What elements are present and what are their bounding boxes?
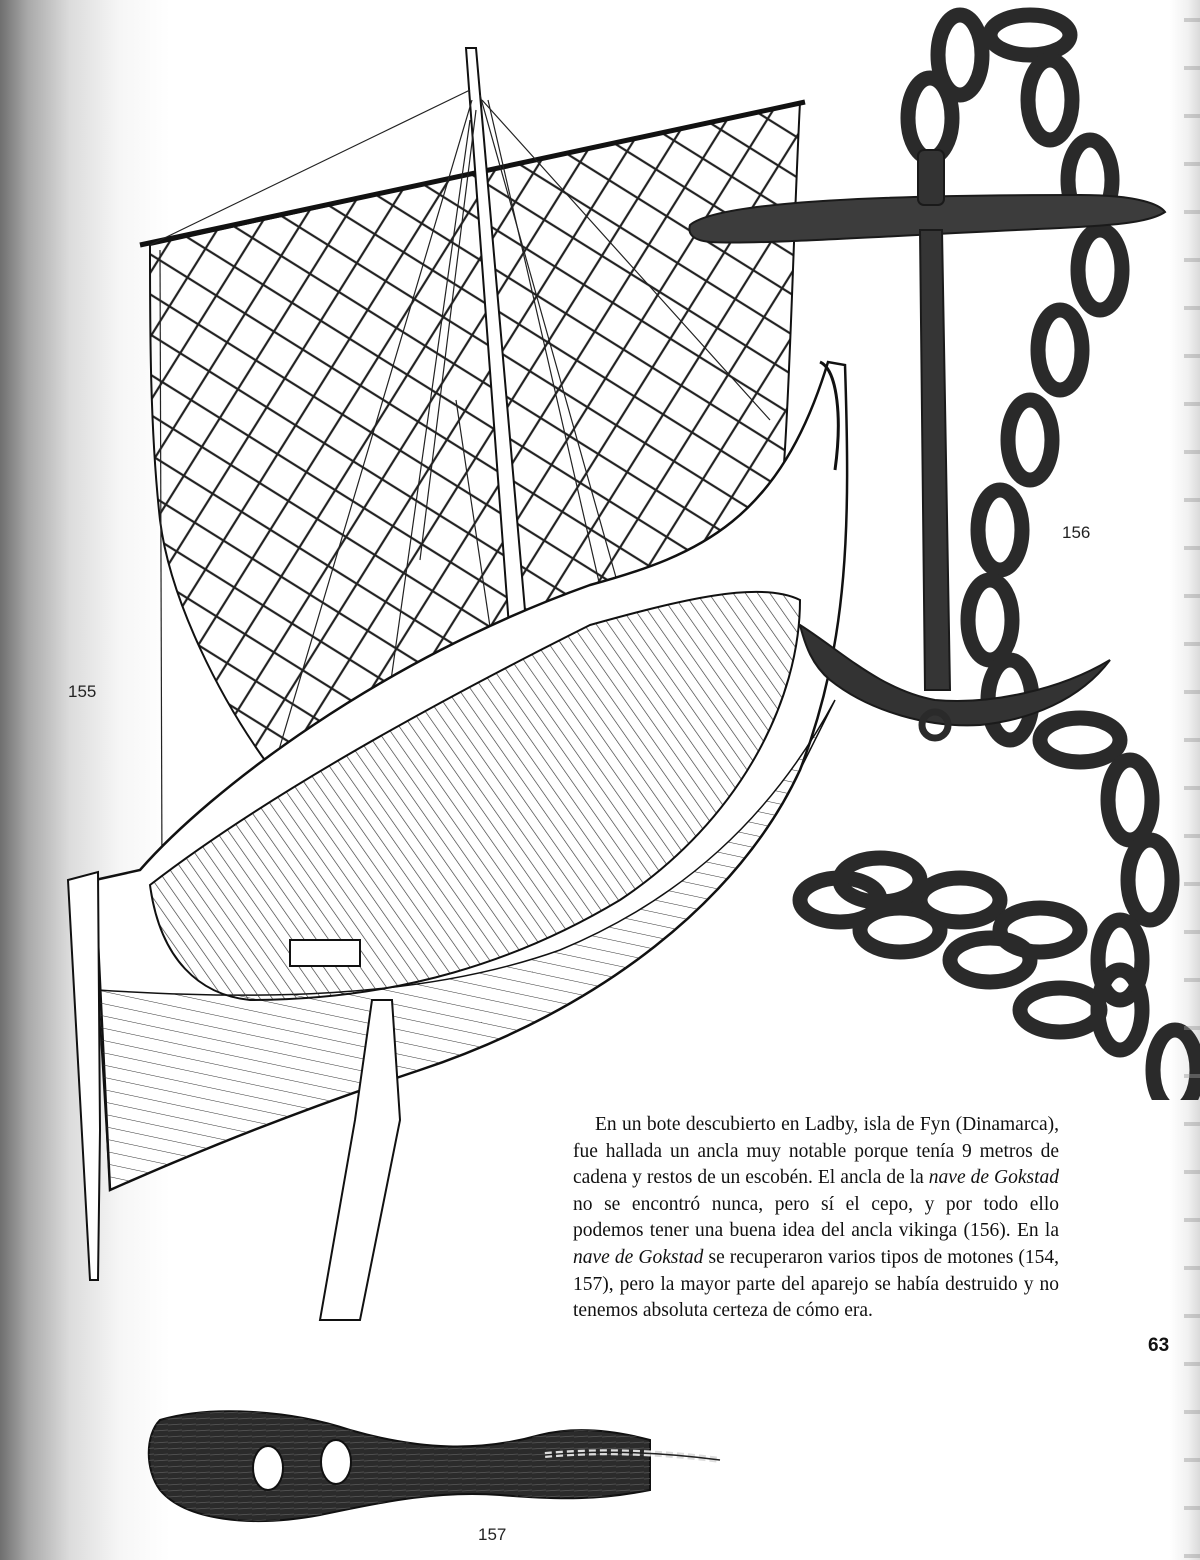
page-number: 63 [1148,1335,1170,1356]
page-edge-marks [1184,0,1200,1560]
caption-text-2: no se encontró nunca, pero sí el cepo, y por todo ello podemos tener una buena idea del ancla vikinga (156). En la [573,1193,1059,1242]
caption-italic-1: nave de Gokstad [928,1167,1059,1189]
caption-italic-2: nave de Gokstad [573,1246,704,1268]
figure-label-156: 156 [1062,523,1091,542]
figure-caption [573,1112,1059,1325]
anchor-chain-illustration [680,0,1200,1100]
wooden-block-illustration [140,1405,730,1530]
figure-label-155: 155 [68,682,97,701]
figure-label-157: 157 [478,1525,507,1544]
caption-text-1: En un bote descubierto en Ladby, isla de Fyn (Dinamarca), fue hallada un ancla muy notable porque tenía 9 metros de cadena y restos de un escobén. El ancla de la [573,1114,1059,1189]
caption-text-3: se recuperaron varios tipos de motones (154, 157), pero la mayor parte del aparejo se había destruido y no tenemos absoluta certeza de cómo era. [573,1246,1060,1322]
caption-paragraph [573,1112,1059,1325]
